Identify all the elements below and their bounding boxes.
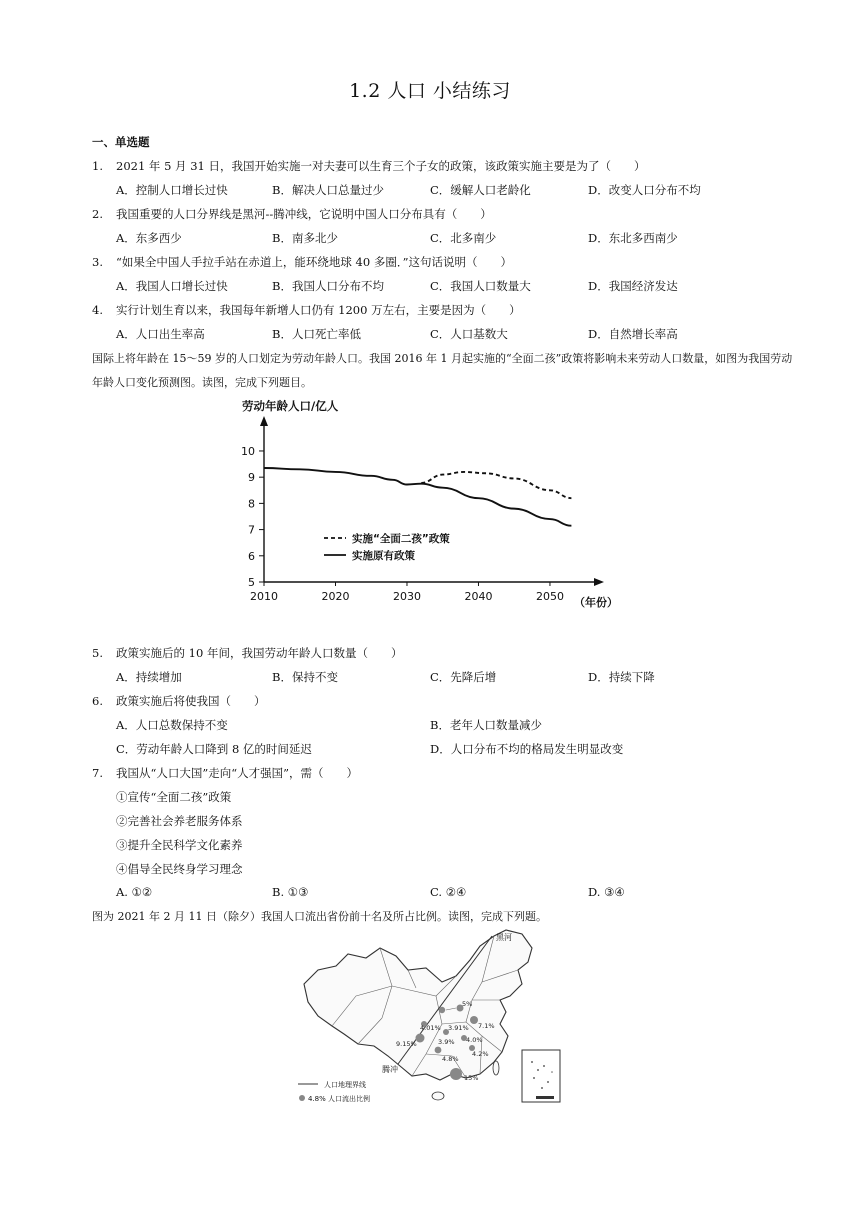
outflow-label: 4.2% <box>472 1050 489 1058</box>
question-6 <box>92 693 266 709</box>
option-d[interactable]: D．持续下降 <box>588 670 655 684</box>
y-tick-label: 5 <box>248 576 255 589</box>
question-number: 5. <box>92 646 103 660</box>
option-c[interactable]: C．北多南少 <box>430 231 497 245</box>
question-stem: 政策实施后的 10 年间，我国劳动年龄人口数量（ ） <box>116 646 403 660</box>
option-c[interactable]: C．人口基数大 <box>430 327 508 341</box>
china-population-outflow-map <box>296 926 566 1108</box>
option-c[interactable]: C．先降后增 <box>430 670 497 684</box>
labor-population-chart <box>228 394 628 616</box>
option-b[interactable]: B．保持不变 <box>272 670 338 684</box>
option-c[interactable]: C. ②④ <box>430 885 467 899</box>
intro-paragraph-line-1: 国际上将年龄在 15～59 岁的人口划定为劳动年龄人口。我国 2016 年 1 月起实施的“全面二孩”政策将影响未来劳动人口数量，如图为我国劳动 <box>92 352 793 365</box>
outflow-label: 4.01% <box>420 1024 441 1032</box>
y-tick-label: 8 <box>248 497 255 511</box>
option-d[interactable]: D．自然增长率高 <box>588 327 678 341</box>
option-d[interactable]: D．人口分布不均的格局发生明显改变 <box>430 742 624 756</box>
option-b[interactable]: B．我国人口分布不均 <box>272 279 384 293</box>
x-tick-label: 2010 <box>250 590 278 603</box>
option-c[interactable]: C．劳动年龄人口降到 8 亿的时间延迟 <box>116 742 312 756</box>
y-tick-label: 10 <box>241 444 255 458</box>
question-stem: 2021 年 5 月 31 日，我国开始实施一对夫妻可以生育三个子女的政策，该政策实施主要是为了（ ） <box>116 159 646 173</box>
x-tick-label: 2050 <box>535 590 564 603</box>
option-d[interactable]: D．改变人口分布不均 <box>588 183 701 197</box>
chart-legend <box>324 532 450 562</box>
x-tick-label: 2040 <box>464 590 493 603</box>
option-b[interactable]: B. ①③ <box>272 885 309 899</box>
question-stem: 我国重要的人口分界线是黑河--腾冲线，它说明中国人口分布具有（ ） <box>116 207 492 221</box>
legend-outflow-label: 4.8% 人口流出比例 <box>308 1095 371 1103</box>
intro-paragraph-2: 图为 2021 年 2 月 11 日（除夕）我国人口流出省份前十名及所占比例。读图，完成下列题。 <box>92 910 547 923</box>
south-china-sea-inset <box>522 1050 560 1102</box>
y-axis-label: 劳动年龄人口/亿人 <box>242 399 339 413</box>
question-number: 3. <box>92 255 103 269</box>
question-number: 1. <box>92 159 103 173</box>
series-line-two-child-policy <box>421 472 571 498</box>
outflow-label: 5% <box>462 1000 473 1008</box>
tengchong-label: 腾冲 <box>382 1065 398 1074</box>
y-tick-label: 7 <box>248 523 255 537</box>
option-a[interactable]: A．人口出生率高 <box>116 327 205 341</box>
outflow-dot <box>450 1068 462 1080</box>
question-number: 4. <box>92 303 103 317</box>
option-d[interactable]: D．东北多西南少 <box>588 231 678 245</box>
outflow-dot <box>439 1007 445 1013</box>
option-a[interactable]: A．我国人口增长过快 <box>116 279 228 293</box>
taiwan-island <box>493 1061 499 1075</box>
question-number: 6. <box>92 694 103 708</box>
x-ticks <box>250 582 564 603</box>
option-a[interactable]: A．东多西少 <box>116 231 182 245</box>
series-line-original-policy <box>264 468 571 526</box>
question-number: 2. <box>92 207 103 221</box>
x-axis-label: （年份） <box>574 596 618 609</box>
page-title: 1.2 人口 小结练习 <box>349 80 511 102</box>
question-stem: 实行计划生育以来，我国每年新增人口仍有 1200 万左右，主要是因为（ ） <box>116 303 521 317</box>
x-tick-label: 2020 <box>321 590 350 603</box>
series-lines <box>264 468 571 526</box>
y-ticks <box>241 445 264 589</box>
option-a[interactable]: A. ①② <box>116 885 153 899</box>
heihe-label: 黑河 <box>496 933 512 942</box>
china-outline <box>304 930 532 1080</box>
question-stem: “如果全中国人手拉手站在赤道上，能环绕地球 40 多圈．”这句话说明（ ） <box>116 255 512 269</box>
option-b[interactable]: B．人口死亡率低 <box>272 327 361 341</box>
option-a[interactable]: A．控制人口增长过快 <box>116 183 228 197</box>
question-stem: 我国从“人口大国”走向“人才强国”，需（ ） <box>116 766 359 780</box>
question-number: 7. <box>92 766 103 780</box>
option-c[interactable]: C．我国人口数量大 <box>430 279 531 293</box>
option-b[interactable]: B．老年人口数量减少 <box>430 718 542 732</box>
option-c[interactable]: C．缓解人口老龄化 <box>430 183 531 197</box>
legend-label-two-child: 实施“全面二孩”政策 <box>352 533 450 545</box>
outflow-label: 4.8% <box>442 1055 459 1063</box>
chart-axes <box>260 416 604 586</box>
inset-scale-bar <box>536 1096 554 1099</box>
y-tick-label: 6 <box>248 549 255 563</box>
option-a[interactable]: A．持续增加 <box>116 670 182 684</box>
option-a[interactable]: A．人口总数保持不变 <box>116 718 228 732</box>
intro-paragraph-line-2: 年龄人口变化预测图。读图，完成下列题目。 <box>92 376 312 389</box>
option-d[interactable]: D. ③④ <box>588 885 625 899</box>
outflow-label: 3.9% <box>438 1038 455 1046</box>
outflow-dot <box>470 1016 478 1024</box>
statement-4: ④倡导全民终身学习理念 <box>116 862 243 876</box>
section-heading: 一、单选题 <box>92 135 150 149</box>
outflow-label: 9.15% <box>396 1040 417 1048</box>
x-axis-arrow <box>594 578 604 586</box>
question-1 <box>92 158 646 174</box>
statement-1: ①宣传“全面二孩”政策 <box>116 790 232 804</box>
outflow-dot <box>416 1034 425 1043</box>
statement-3: ③提升全民科学文化素养 <box>116 838 243 852</box>
statement-2: ②完善社会养老服务体系 <box>116 814 243 828</box>
outflow-label: 15% <box>464 1074 479 1082</box>
option-b[interactable]: B．南多北少 <box>272 231 338 245</box>
hainan-island <box>432 1092 444 1100</box>
y-tick-label: 9 <box>248 471 255 485</box>
legend-label-original: 实施原有政策 <box>352 550 415 562</box>
question-4 <box>92 302 521 318</box>
legend-dot-swatch <box>299 1095 305 1101</box>
question-7 <box>92 765 358 781</box>
y-axis-arrow <box>260 416 268 426</box>
legend-boundary-label: 人口地理界线 <box>324 1081 366 1089</box>
option-b[interactable]: B．解决人口总量过少 <box>272 183 384 197</box>
outflow-dot <box>435 1047 442 1054</box>
outflow-label: 7.1% <box>478 1022 495 1030</box>
question-5 <box>92 645 402 661</box>
question-3 <box>92 254 512 270</box>
option-d[interactable]: D．我国经济发达 <box>588 279 678 293</box>
outflow-label: 4.0% <box>466 1036 483 1044</box>
question-stem: 政策实施后将使我国（ ） <box>116 694 266 708</box>
question-2 <box>92 206 492 222</box>
outflow-label: 3.91% <box>448 1024 469 1032</box>
x-tick-label: 2030 <box>392 590 421 603</box>
